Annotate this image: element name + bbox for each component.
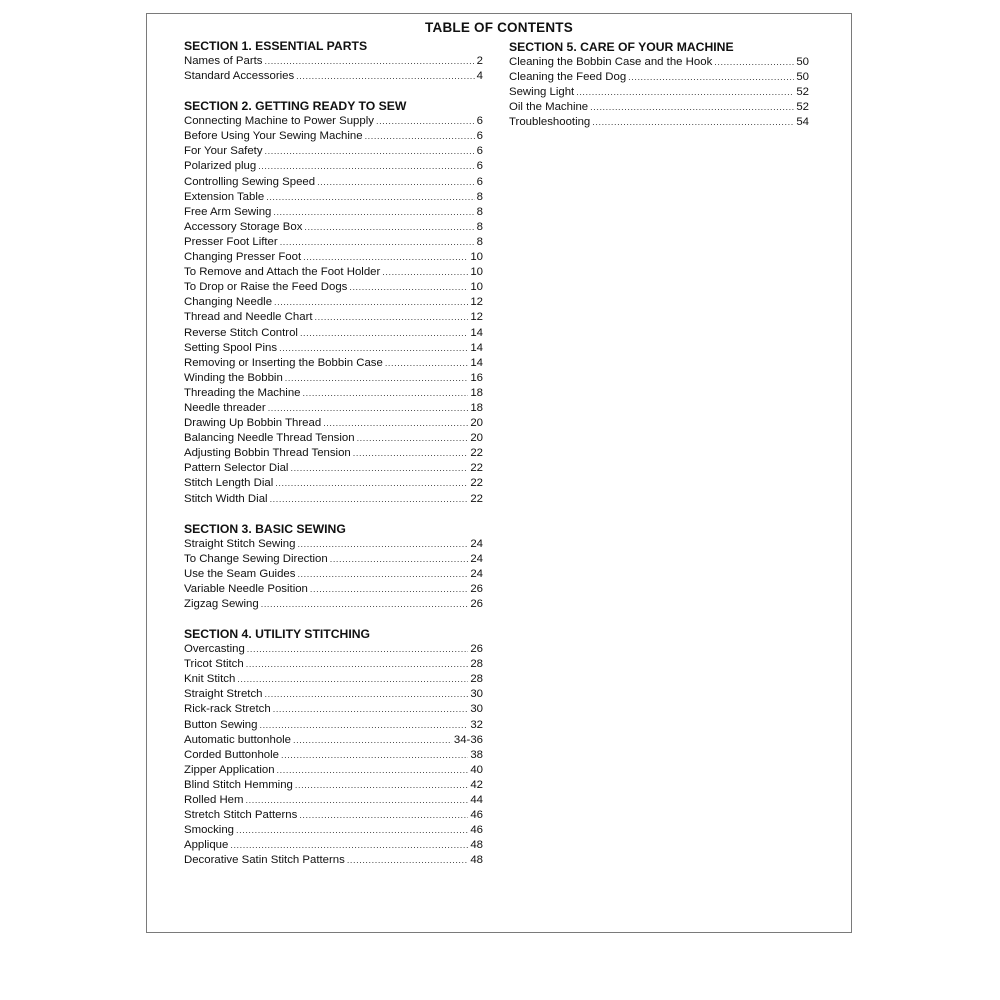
document-page bbox=[146, 13, 852, 933]
toc-entry-page: 52 bbox=[796, 86, 809, 99]
toc-entry-label: Names of Parts bbox=[184, 55, 263, 67]
toc-section bbox=[509, 39, 809, 130]
toc-entry-page: 10 bbox=[470, 251, 483, 264]
toc-entry-label: Tricot Stitch bbox=[184, 658, 244, 671]
toc-entry-label: Blind Stitch Hemming bbox=[184, 778, 293, 791]
toc-entry-page: 22 bbox=[470, 492, 483, 505]
toc-entry-page: 24 bbox=[470, 567, 483, 580]
dot-leader bbox=[347, 853, 469, 868]
dot-leader bbox=[310, 582, 468, 597]
toc-section bbox=[184, 98, 483, 506]
dot-leader bbox=[296, 69, 474, 84]
toc-entry bbox=[509, 85, 809, 100]
toc-entry-page: 18 bbox=[470, 386, 483, 399]
toc-entry-label: Decorative Satin Stitch Patterns bbox=[184, 854, 345, 867]
toc-entry bbox=[184, 642, 483, 657]
dot-leader bbox=[330, 552, 469, 567]
toc-entry-label: Use the Seam Guides bbox=[184, 567, 296, 580]
toc-entry-page: 46 bbox=[470, 809, 483, 822]
toc-entry-page: 6 bbox=[476, 130, 483, 143]
dot-leader bbox=[323, 416, 468, 431]
section-heading: SECTION 4. UTILITY STITCHING bbox=[184, 627, 370, 642]
toc-entry-page: 26 bbox=[470, 643, 483, 656]
dot-leader bbox=[275, 476, 468, 491]
toc-entry-label: Changing Presser Foot bbox=[184, 251, 302, 264]
toc-entry bbox=[184, 687, 483, 702]
toc-right-column bbox=[509, 39, 809, 144]
toc-entry-label: Connecting Machine to Power Supply bbox=[184, 115, 374, 128]
toc-entry bbox=[184, 461, 483, 476]
toc-entry-page: 42 bbox=[470, 778, 483, 791]
dot-leader bbox=[236, 823, 468, 838]
dot-leader bbox=[317, 175, 475, 190]
toc-entry bbox=[509, 115, 809, 130]
toc-entry-label: Stitch Length Dial bbox=[184, 477, 274, 490]
toc-entry-page: 26 bbox=[470, 582, 483, 595]
page-title: TABLE OF CONTENTS bbox=[425, 20, 573, 35]
toc-entry-label: Changing Needle bbox=[184, 296, 273, 309]
toc-entry bbox=[509, 55, 809, 70]
toc-entry-label: Straight Stitch Sewing bbox=[184, 537, 296, 550]
toc-entry-page: 54 bbox=[796, 116, 809, 129]
toc-entry bbox=[184, 54, 483, 69]
toc-entry bbox=[184, 476, 483, 491]
toc-entry bbox=[184, 69, 483, 84]
toc-entry-label: Drawing Up Bobbin Thread bbox=[184, 417, 322, 430]
dot-leader bbox=[265, 687, 469, 702]
toc-entry-page: 52 bbox=[796, 101, 809, 114]
section-heading: SECTION 3. BASIC SEWING bbox=[184, 521, 346, 536]
toc-entry-label: Automatic buttonhole bbox=[184, 733, 292, 746]
dot-leader bbox=[246, 657, 469, 672]
toc-entry-label: Controlling Sewing Speed bbox=[184, 175, 316, 188]
toc-entry-label: Button Sewing bbox=[184, 718, 258, 731]
toc-entry-label: Variable Needle Position bbox=[184, 582, 308, 595]
toc-entry bbox=[184, 371, 483, 386]
toc-entry-label: Rick-rack Stretch bbox=[184, 703, 271, 716]
toc-entry-page: 18 bbox=[470, 401, 483, 414]
toc-entry bbox=[184, 446, 483, 461]
dot-leader bbox=[265, 54, 475, 69]
toc-entry bbox=[184, 748, 483, 763]
toc-entry-label: Threading the Machine bbox=[184, 386, 301, 399]
dot-leader bbox=[297, 537, 468, 552]
dot-leader bbox=[258, 159, 474, 174]
dot-leader bbox=[270, 492, 469, 507]
dot-leader bbox=[303, 386, 469, 401]
dot-leader bbox=[281, 748, 468, 763]
dot-leader bbox=[714, 55, 794, 70]
toc-entry bbox=[184, 597, 483, 612]
dot-leader bbox=[349, 280, 468, 295]
toc-entry-page: 32 bbox=[470, 718, 483, 731]
toc-entry-label: To Change Sewing Direction bbox=[184, 552, 328, 565]
toc-entry-label: Zigzag Sewing bbox=[184, 598, 259, 610]
dot-leader bbox=[268, 401, 469, 416]
dot-leader bbox=[261, 597, 469, 612]
section-heading: SECTION 2. GETTING READY TO SEW bbox=[184, 99, 407, 114]
toc-entry-label: To Remove and Attach the Foot Holder bbox=[184, 266, 381, 279]
toc-entry-label: Rolled Hem bbox=[184, 794, 244, 807]
toc-entry-label: To Drop or Raise the Feed Dogs bbox=[184, 281, 348, 294]
toc-entry-page: 8 bbox=[476, 205, 483, 218]
dot-leader bbox=[382, 265, 468, 280]
toc-entry bbox=[184, 567, 483, 582]
toc-entry bbox=[509, 70, 809, 85]
toc-entry-page: 16 bbox=[470, 371, 483, 384]
toc-entry bbox=[184, 808, 483, 823]
toc-entry-page: 6 bbox=[476, 115, 483, 128]
toc-entry bbox=[184, 431, 483, 446]
toc-entry-label: Stretch Stitch Patterns bbox=[184, 809, 298, 822]
dot-leader bbox=[279, 341, 468, 356]
toc-entry bbox=[184, 537, 483, 552]
toc-entry-page: 28 bbox=[470, 658, 483, 671]
toc-entry bbox=[184, 205, 483, 220]
toc-entry bbox=[184, 280, 483, 295]
dot-leader bbox=[376, 114, 475, 129]
toc-entry-label: Corded Buttonhole bbox=[184, 748, 279, 761]
toc-entry-label: Extension Table bbox=[184, 190, 265, 203]
dot-leader bbox=[274, 295, 468, 310]
toc-entry-page: 8 bbox=[476, 190, 483, 203]
toc-section bbox=[184, 38, 483, 84]
toc-entry-page: 14 bbox=[470, 356, 483, 369]
dot-leader bbox=[285, 371, 469, 386]
toc-entry-label: Cleaning the Feed Dog bbox=[509, 71, 627, 84]
toc-entry-page: 22 bbox=[470, 447, 483, 460]
toc-entry-label: Presser Foot Lifter bbox=[184, 235, 278, 248]
toc-entry-label: Needle threader bbox=[184, 401, 266, 414]
toc-entry-page: 22 bbox=[470, 462, 483, 475]
toc-entry-label: Setting Spool Pins bbox=[184, 341, 278, 354]
toc-entry bbox=[184, 552, 483, 567]
dot-leader bbox=[293, 733, 452, 748]
toc-entry-page: 30 bbox=[470, 688, 483, 701]
toc-entry-page: 30 bbox=[470, 703, 483, 716]
toc-entry-label: For Your Safety bbox=[184, 145, 263, 158]
toc-entry-page: 40 bbox=[470, 763, 483, 776]
toc-entry-page: 20 bbox=[470, 432, 483, 445]
toc-entry bbox=[509, 100, 809, 115]
dot-leader bbox=[265, 144, 475, 159]
toc-entry bbox=[184, 356, 483, 371]
dot-leader bbox=[299, 808, 468, 823]
toc-entry-page: 34-36 bbox=[453, 733, 483, 746]
toc-entry-page: 14 bbox=[470, 326, 483, 339]
toc-entry-page: 38 bbox=[470, 748, 483, 761]
toc-entry-label: Applique bbox=[184, 839, 229, 852]
toc-entry-page: 48 bbox=[470, 854, 483, 867]
toc-entry-label: Before Using Your Sewing Machine bbox=[184, 130, 363, 143]
toc-entry-page: 4 bbox=[476, 70, 483, 83]
toc-entry bbox=[184, 672, 483, 687]
toc-entry-page: 6 bbox=[476, 175, 483, 188]
toc-entry-label: Troubleshooting bbox=[509, 116, 591, 129]
toc-entry-page: 20 bbox=[470, 417, 483, 430]
toc-section bbox=[184, 626, 483, 868]
dot-leader bbox=[280, 235, 475, 250]
toc-entry-page: 8 bbox=[476, 220, 483, 233]
toc-entry bbox=[184, 763, 483, 778]
dot-leader bbox=[277, 763, 469, 778]
toc-entry-label: Zipper Application bbox=[184, 763, 275, 776]
toc-entry bbox=[184, 250, 483, 265]
dot-leader bbox=[315, 310, 469, 325]
toc-entry-label: Polarized plug bbox=[184, 160, 257, 173]
toc-entry-label: Free Arm Sewing bbox=[184, 205, 272, 218]
toc-entry bbox=[184, 401, 483, 416]
dot-leader bbox=[237, 672, 468, 687]
toc-entry-page: 44 bbox=[470, 794, 483, 807]
dot-leader bbox=[357, 431, 469, 446]
dot-leader bbox=[353, 446, 469, 461]
dot-leader bbox=[304, 220, 474, 235]
toc-entry bbox=[184, 190, 483, 205]
section-heading: SECTION 5. CARE OF YOUR MACHINE bbox=[509, 40, 734, 54]
toc-entry-label: Accessory Storage Box bbox=[184, 220, 303, 233]
toc-entry bbox=[184, 114, 483, 129]
dot-leader bbox=[385, 356, 469, 371]
toc-entry-label: Balancing Needle Thread Tension bbox=[184, 432, 355, 445]
toc-entry-page: 6 bbox=[476, 160, 483, 173]
toc-entry-page: 28 bbox=[470, 673, 483, 686]
toc-entry-label: Sewing Light bbox=[509, 86, 575, 99]
toc-entry-label: Straight Stretch bbox=[184, 688, 263, 701]
dot-leader bbox=[259, 718, 468, 733]
dot-leader bbox=[628, 70, 794, 85]
toc-entry-page: 26 bbox=[470, 598, 483, 610]
toc-entry-label: Standard Accessories bbox=[184, 70, 295, 83]
toc-entry bbox=[184, 144, 483, 159]
toc-entry-page: 46 bbox=[470, 824, 483, 837]
toc-entry bbox=[184, 793, 483, 808]
dot-leader bbox=[592, 115, 794, 130]
toc-entry-label: Thread and Needle Chart bbox=[184, 311, 313, 324]
toc-entry bbox=[184, 175, 483, 190]
toc-entry bbox=[184, 310, 483, 325]
toc-entry-label: Pattern Selector Dial bbox=[184, 462, 289, 475]
toc-entry-label: Stitch Width Dial bbox=[184, 492, 268, 505]
dot-leader bbox=[246, 793, 469, 808]
dot-leader bbox=[303, 250, 468, 265]
toc-entry-page: 10 bbox=[470, 266, 483, 279]
dot-leader bbox=[365, 129, 475, 144]
toc-entry-page: 24 bbox=[470, 552, 483, 565]
toc-entry bbox=[184, 416, 483, 431]
section-heading: SECTION 1. ESSENTIAL PARTS bbox=[184, 39, 368, 53]
toc-entry-page: 50 bbox=[796, 56, 809, 68]
toc-entry-page: 50 bbox=[796, 71, 809, 84]
toc-entry bbox=[184, 823, 483, 838]
toc-entry-label: Knit Stitch bbox=[184, 673, 236, 686]
toc-entry bbox=[184, 733, 483, 748]
toc-entry-label: Adjusting Bobbin Thread Tension bbox=[184, 447, 351, 460]
toc-entry-page: 24 bbox=[470, 537, 483, 550]
toc-entry-label: Overcasting bbox=[184, 643, 245, 656]
dot-leader bbox=[576, 85, 794, 100]
toc-entry bbox=[184, 492, 483, 507]
toc-entry bbox=[184, 778, 483, 793]
toc-entry bbox=[184, 386, 483, 401]
toc-entry-page: 10 bbox=[470, 281, 483, 294]
toc-entry-label: Winding the Bobbin bbox=[184, 371, 283, 384]
toc-entry-page: 22 bbox=[470, 477, 483, 490]
toc-entry bbox=[184, 326, 483, 341]
toc-section bbox=[184, 521, 483, 612]
dot-leader bbox=[290, 461, 468, 476]
toc-entry bbox=[184, 341, 483, 356]
toc-entry bbox=[184, 220, 483, 235]
toc-left-column bbox=[184, 38, 483, 883]
dot-leader bbox=[247, 642, 469, 657]
dot-leader bbox=[273, 205, 474, 220]
toc-entry bbox=[184, 159, 483, 174]
toc-entry-page: 6 bbox=[476, 145, 483, 158]
toc-entry bbox=[184, 582, 483, 597]
toc-entry bbox=[184, 657, 483, 672]
toc-entry bbox=[184, 295, 483, 310]
dot-leader bbox=[266, 190, 474, 205]
toc-entry bbox=[184, 853, 483, 868]
dot-leader bbox=[230, 838, 468, 853]
toc-entry-page: 12 bbox=[470, 296, 483, 309]
toc-entry-label: Smocking bbox=[184, 824, 235, 837]
toc-entry bbox=[184, 702, 483, 717]
dot-leader bbox=[297, 567, 468, 582]
toc-entry bbox=[184, 265, 483, 280]
toc-entry bbox=[184, 129, 483, 144]
toc-entry-label: Cleaning the Bobbin Case and the Hook bbox=[509, 56, 713, 68]
toc-entry bbox=[184, 718, 483, 733]
toc-entry-page: 2 bbox=[476, 55, 483, 67]
toc-entry-label: Removing or Inserting the Bobbin Case bbox=[184, 356, 383, 369]
dot-leader bbox=[295, 778, 468, 793]
dot-leader bbox=[273, 702, 469, 717]
toc-entry bbox=[184, 235, 483, 250]
toc-entry-page: 12 bbox=[470, 311, 483, 324]
dot-leader bbox=[300, 326, 468, 341]
toc-entry-label: Reverse Stitch Control bbox=[184, 326, 298, 339]
toc-entry-page: 8 bbox=[476, 235, 483, 248]
toc-entry-label: Oil the Machine bbox=[509, 101, 589, 114]
dot-leader bbox=[590, 100, 794, 115]
toc-entry-page: 14 bbox=[470, 341, 483, 354]
toc-entry-page: 48 bbox=[470, 839, 483, 852]
toc-entry bbox=[184, 838, 483, 853]
